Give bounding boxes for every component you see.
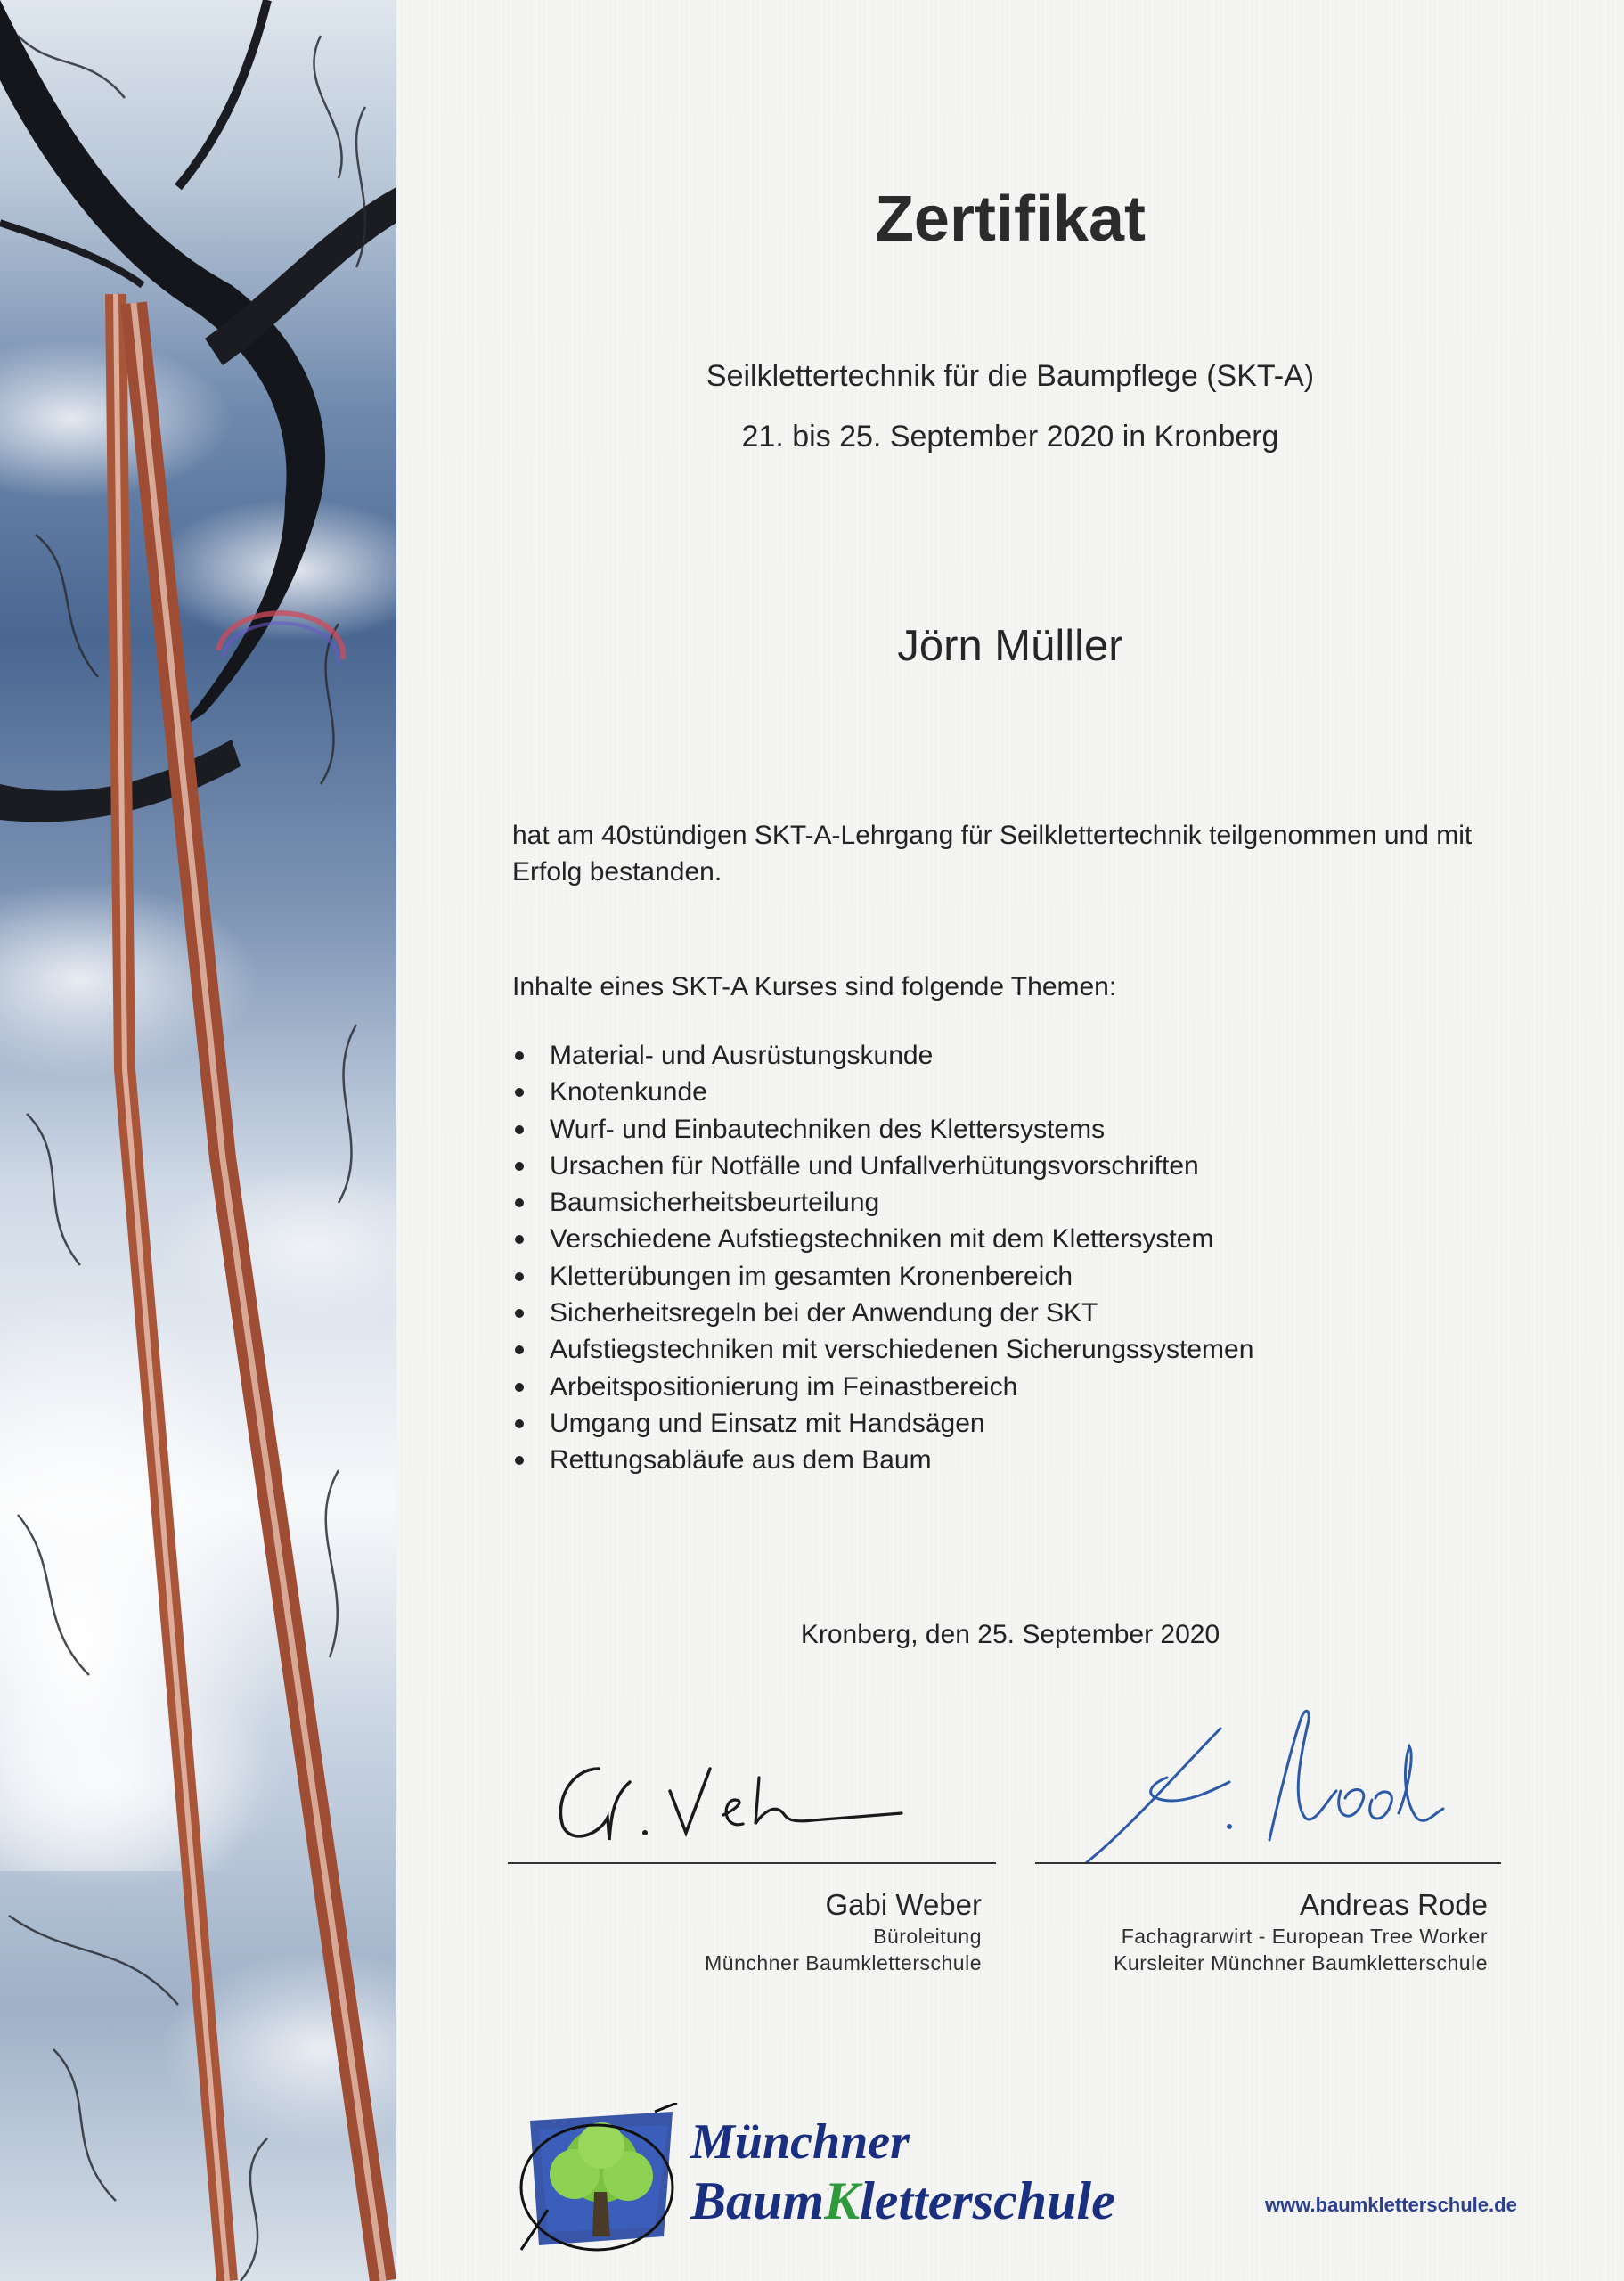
bullet-icon bbox=[515, 1198, 524, 1207]
logo-text-line1: Münchner bbox=[690, 2114, 910, 2170]
list-item bbox=[512, 1221, 1546, 1257]
topic-text: Knotenkunde bbox=[550, 1077, 707, 1108]
list-item bbox=[512, 1258, 1546, 1295]
logo-text-baum: Baum bbox=[690, 2171, 825, 2230]
completion-text: hat am 40stündigen SKT-A-Lehrgang für Seilklettertechnik teilgenommen und mit Erfolg bestanden. bbox=[512, 821, 1473, 887]
bullet-icon bbox=[515, 1051, 524, 1060]
school-logo bbox=[512, 2103, 1163, 2254]
topic-text: Material- und Ausrüstungskunde bbox=[550, 1041, 934, 1070]
signature-rode bbox=[1078, 1693, 1461, 1871]
list-item bbox=[512, 1442, 1546, 1478]
topic-text: Umgang und Einsatz mit Handsägen bbox=[550, 1408, 985, 1438]
bullet-icon bbox=[515, 1088, 524, 1097]
list-item bbox=[512, 1037, 1546, 1074]
signature-line-left bbox=[508, 1862, 996, 1864]
signature-weber bbox=[545, 1751, 919, 1849]
signer-organization: Kursleiter Münchner Baumkletterschule bbox=[1114, 1951, 1488, 1974]
website-link[interactable]: www.baumkletterschule.de bbox=[1265, 2194, 1517, 2216]
signer-weber bbox=[508, 1887, 982, 1976]
topic-text: Arbeitspositionierung im Feinastbereich bbox=[550, 1371, 1018, 1402]
list-item bbox=[512, 1405, 1546, 1442]
topic-text: Ursachen für Notfälle und Unfallverhütungsvorschriften bbox=[550, 1150, 1199, 1181]
topic-text: Baumsicherheitsbeurteilung bbox=[550, 1188, 880, 1218]
signer-name: Andreas Rode bbox=[1300, 1888, 1488, 1921]
list-item bbox=[512, 1111, 1546, 1148]
topic-text: Wurf- und Einbautechniken des Klettersystems bbox=[550, 1114, 1106, 1144]
topics-list bbox=[512, 1037, 1546, 1479]
topic-text: Verschiedene Aufstiegstechniken mit dem Klettersystem bbox=[550, 1224, 1214, 1255]
list-item bbox=[512, 1369, 1546, 1405]
certificate-title: Zertifikat bbox=[874, 184, 1147, 255]
list-item bbox=[512, 1074, 1546, 1110]
logo-text-k: K bbox=[824, 2171, 861, 2230]
bullet-icon bbox=[515, 1419, 524, 1428]
logo-text-line2 bbox=[690, 2171, 1115, 2232]
bullet-icon bbox=[515, 1383, 524, 1392]
bullet-icon bbox=[515, 1272, 524, 1281]
bullet-icon bbox=[515, 1309, 524, 1318]
topic-text: Kletterübungen im gesamten Kronenbereich bbox=[550, 1261, 1073, 1291]
bullet-icon bbox=[515, 1125, 524, 1134]
topics-intro: Inhalte eines SKT-A Kurses sind folgende Themen: bbox=[512, 972, 1117, 1002]
topic-text: Rettungsabläufe aus dem Baum bbox=[550, 1445, 932, 1476]
signer-role: Fachagrarwirt - European Tree Worker bbox=[1121, 1925, 1488, 1948]
tree-logo-icon bbox=[512, 2103, 686, 2254]
course-name: Seilklettertechnik für die Baumpflege (SKT-A) bbox=[706, 359, 1315, 393]
bullet-icon bbox=[515, 1345, 524, 1354]
list-item bbox=[512, 1295, 1546, 1331]
topic-text: Aufstiegstechniken mit verschiedenen Sicherungssystemen bbox=[550, 1335, 1254, 1365]
bullet-icon bbox=[515, 1456, 524, 1465]
recipient-name: Jörn Mülller bbox=[897, 622, 1123, 670]
signer-name: Gabi Weber bbox=[825, 1888, 982, 1921]
place-date: Kronberg, den 25. September 2020 bbox=[800, 1620, 1220, 1649]
logo-text-letterschule: letterschule bbox=[860, 2171, 1115, 2230]
signer-organization: Münchner Baumkletterschule bbox=[705, 1951, 982, 1974]
signer-rode bbox=[980, 1887, 1488, 1976]
list-item bbox=[512, 1184, 1546, 1221]
bullet-icon bbox=[515, 1235, 524, 1244]
list-item bbox=[512, 1148, 1546, 1184]
tree-photo-graphic bbox=[0, 0, 396, 2281]
signature-line-right bbox=[1035, 1862, 1501, 1864]
topic-text: Sicherheitsregeln bei der Anwendung der SKT bbox=[550, 1298, 1098, 1329]
tree-photo bbox=[0, 0, 396, 2281]
list-item bbox=[512, 1331, 1546, 1368]
course-dates: 21. bis 25. September 2020 in Kronberg bbox=[741, 420, 1279, 454]
signer-role: Büroleitung bbox=[873, 1925, 982, 1948]
bullet-icon bbox=[515, 1162, 524, 1171]
